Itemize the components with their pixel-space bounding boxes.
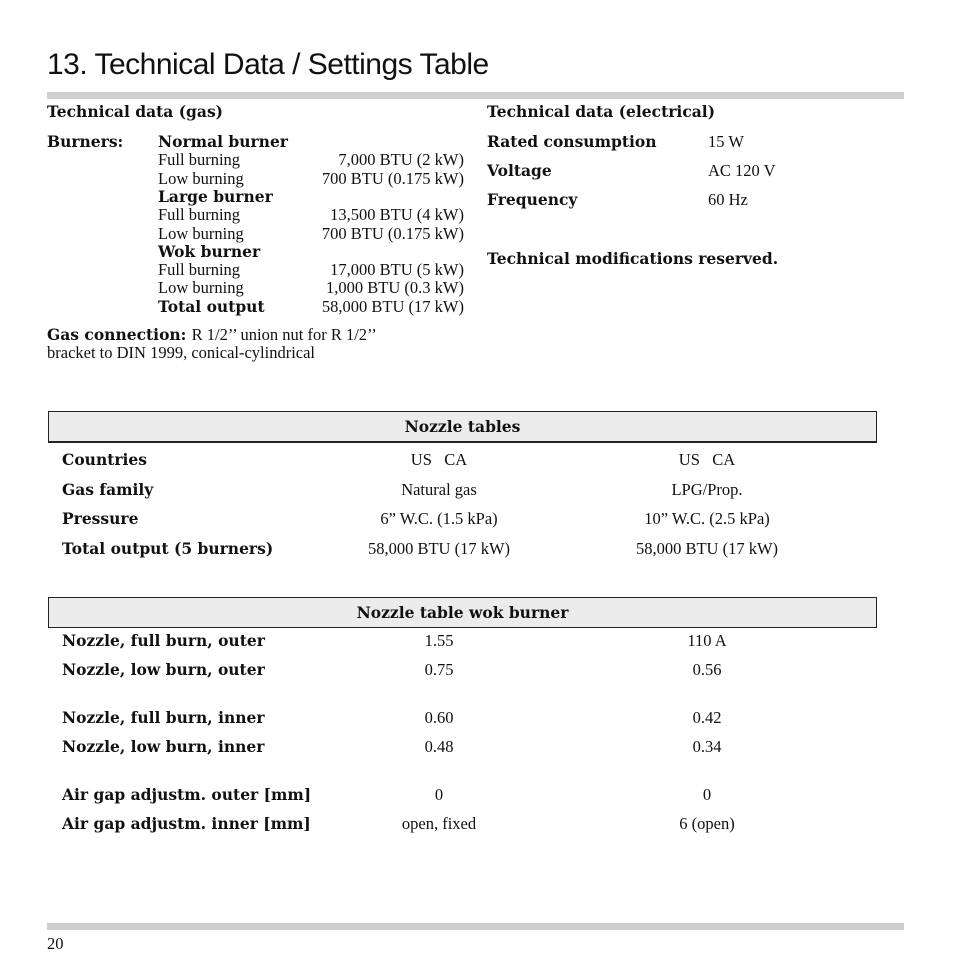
wok-row-col1: 0 [434, 785, 444, 804]
nozzle-row-col1: US CA [410, 450, 468, 469]
nozzle-row-col1: Natural gas [401, 479, 477, 499]
gas-row-label: Full burning [158, 260, 241, 280]
wok-row-col1: 0.60 [424, 708, 454, 727]
electrical-row-value: AC 120 V [708, 161, 776, 180]
gas-row-value: 17,000 BTU (5 kW) [330, 260, 464, 280]
nozzle-tables-header: Nozzle tables [48, 411, 877, 443]
wok-row-label: Air gap adjustm. inner [mm] [62, 814, 311, 833]
modifications-note: Technical modifications reserved. [487, 249, 779, 268]
gas-row-value: 700 BTU (0.175 kW) [321, 223, 464, 243]
page-title: 13. Technical Data / Settings Table [47, 48, 489, 81]
nozzle-row-col1: 58,000 BTU (17 kW) [367, 538, 511, 558]
gas-row-value: 58,000 BTU (17 kW) [321, 296, 464, 316]
gas-row-value: 7,000 BTU (2 kW) [338, 150, 464, 170]
nozzle-row-col2: 58,000 BTU (17 kW) [635, 538, 779, 558]
wok-row-col1: 0.48 [424, 737, 454, 756]
electrical-row-label: Voltage [487, 161, 552, 180]
gas-row-label: Low burning [158, 223, 244, 243]
burners-label: Burners: [47, 132, 124, 151]
nozzle-row-col2: 10” W.C. (2.5 kPa) [644, 509, 770, 528]
gas-row-label: Low burning [158, 278, 244, 298]
gas-row-label: Normal burner [158, 132, 288, 151]
wok-row-col2: 0.42 [692, 708, 722, 727]
nozzle-row-label: Pressure [62, 509, 139, 528]
wok-row-label: Air gap adjustm. outer [mm] [62, 785, 312, 804]
wok-row-col1: 1.55 [424, 631, 454, 650]
top-rule [47, 92, 904, 99]
electrical-row-value: 15 W [708, 132, 744, 151]
wok-row-col1: 0.75 [424, 660, 454, 679]
wok-row-col2: 110 A [687, 631, 727, 650]
electrical-heading: Technical data (electrical) [487, 102, 716, 121]
gas-row-value: 13,500 BTU (4 kW) [330, 205, 464, 225]
gas-connection [47, 326, 467, 362]
wok-row-label: Nozzle, full burn, inner [62, 708, 265, 727]
wok-row-col1: open, fixed [401, 814, 477, 833]
wok-row-col2: 6 (open) [679, 814, 735, 833]
gas-connection-label: Gas connection: [47, 325, 187, 344]
gas-row-label: Large burner [158, 186, 273, 206]
nozzle-row-col2: LPG/Prop. [671, 479, 743, 499]
gas-row-label: Full burning [158, 150, 241, 170]
nozzle-row-label: Total output (5 burners) [62, 538, 274, 558]
wok-row-label: Nozzle, low burn, outer [62, 660, 265, 679]
gas-row-label: Total output [158, 296, 265, 316]
wok-row-col2: 0.56 [692, 660, 722, 679]
nozzle-row-label: Gas family [62, 479, 154, 499]
electrical-row-value: 60 Hz [708, 190, 748, 209]
gas-row-label: Wok burner [158, 241, 261, 261]
gas-row-label: Full burning [158, 205, 241, 225]
gas-connection-text-1: R 1/2’’ union nut for R 1/2’’ [191, 325, 377, 344]
gas-connection-text-2: bracket to DIN 1999, conical-cylindrical [47, 343, 316, 362]
wok-row-label: Nozzle, low burn, inner [62, 737, 265, 756]
gas-row-value: 1,000 BTU (0.3 kW) [326, 278, 464, 298]
wok-row-label: Nozzle, full burn, outer [62, 631, 265, 650]
gas-row-label: Low burning [158, 168, 244, 188]
nozzle-row-col2: US CA [678, 450, 736, 469]
nozzle-row-label: Countries [62, 450, 148, 469]
wok-row-col2: 0.34 [692, 737, 722, 756]
gas-row-value: 700 BTU (0.175 kW) [321, 168, 464, 188]
nozzle-row-col1: 6” W.C. (1.5 kPa) [380, 509, 498, 528]
bottom-rule [47, 923, 904, 930]
gas-heading: Technical data (gas) [47, 102, 224, 121]
electrical-row-label: Frequency [487, 190, 578, 209]
page-number: 20 [47, 934, 64, 953]
electrical-row-label: Rated consumption [487, 132, 657, 151]
wok-table-header: Nozzle table wok burner [48, 597, 877, 628]
wok-row-col2: 0 [702, 785, 712, 804]
